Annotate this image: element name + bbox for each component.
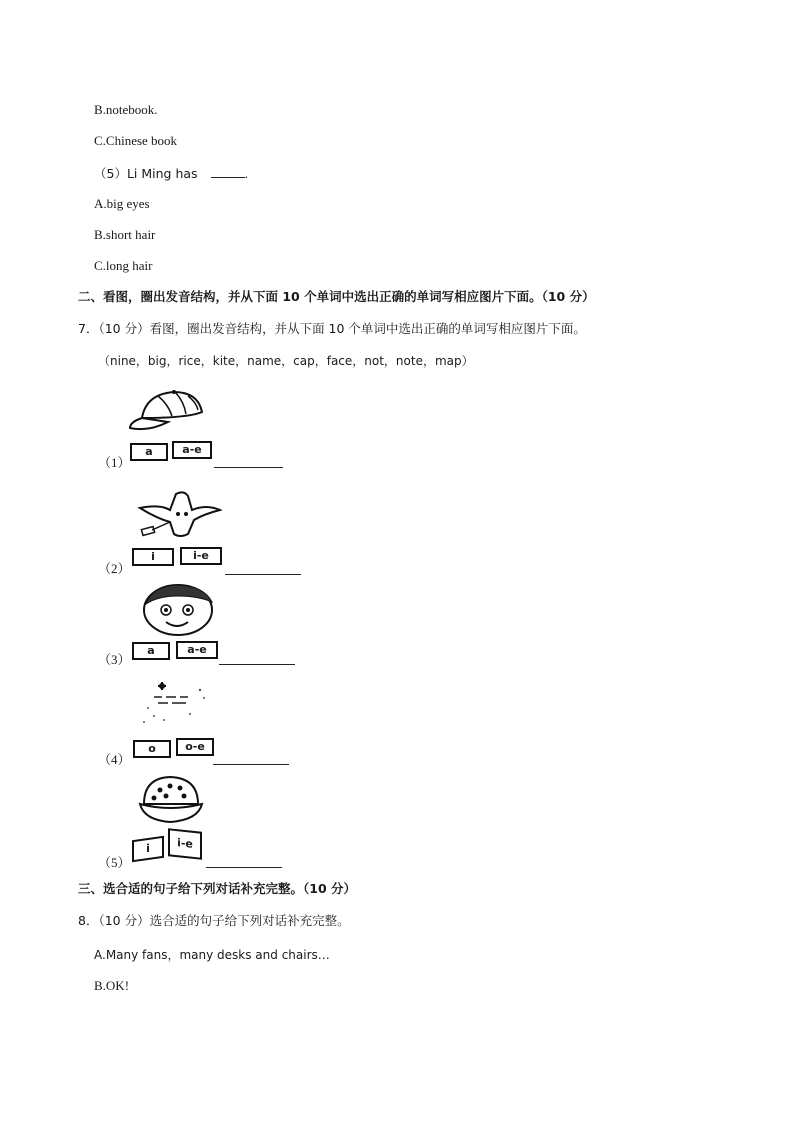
question-6-5: [94, 165, 248, 182]
item-4-answer-line[interactable]: [213, 763, 289, 765]
option-b-notebook: B.notebook.: [94, 102, 158, 117]
kite-icon: [130, 488, 222, 542]
question-6-5-blank[interactable]: [211, 165, 245, 178]
section-2-heading: 二、看图，圈出发音结构，并从下面 10 个单词中选出正确的单词写相应图片下面。（10 分）: [78, 289, 595, 304]
option-c-chinese-book: C.Chinese book: [94, 133, 178, 148]
section-3-heading: 三、选合适的句子给下列对话补充完整。（10 分）: [78, 881, 356, 896]
question-7: 7．（10 分）看图，圈出发音结构，并从下面 10 个单词中选出正确的单词写相应图片下面。: [78, 321, 586, 336]
item-5-short-box[interactable]: i: [132, 836, 164, 862]
option-b-ok: B.OK!: [94, 978, 130, 993]
item-3-number: （3）: [98, 652, 131, 667]
option-a-many-fans: A.Many fans，many desks and chairs…: [94, 948, 330, 962]
question-6-5-suffix: .: [244, 166, 249, 181]
item-5-long-box[interactable]: i-e: [168, 828, 202, 860]
item-3-short-box[interactable]: a: [132, 642, 170, 660]
item-4-short-box[interactable]: o: [133, 740, 171, 758]
item-4-number: （4）: [98, 752, 131, 767]
item-1-number: （1）: [98, 455, 131, 470]
question-6-5-prefix: （5）Li Ming has: [94, 166, 198, 181]
question-8: 8．（10 分）选合适的句子给下列对话补充完整。: [78, 913, 350, 928]
option-c-long-hair: C.long hair: [94, 258, 153, 273]
item-5-number: （5）: [98, 855, 131, 870]
item-2-long-box[interactable]: i-e: [180, 547, 222, 565]
word-list: （nine，big，rice，kite，name，cap，face，not，note，map）: [98, 354, 474, 368]
item-2-answer-line[interactable]: [225, 573, 301, 575]
item-3-answer-line[interactable]: [219, 663, 295, 665]
item-1-answer-line[interactable]: [214, 466, 283, 468]
item-1-short-box[interactable]: a: [130, 443, 168, 461]
cap-icon: [128, 388, 214, 436]
item-1-long-box[interactable]: a-e: [172, 441, 212, 459]
face-icon: [138, 582, 220, 638]
item-2-short-box[interactable]: i: [132, 548, 174, 566]
item-3-long-box[interactable]: a-e: [176, 641, 218, 659]
option-b-short-hair: B.short hair: [94, 227, 156, 242]
rice-icon: [138, 774, 204, 828]
item-2-number: （2）: [98, 561, 131, 576]
item-5-answer-line[interactable]: [206, 866, 282, 868]
option-a-big-eyes: A.big eyes: [94, 196, 150, 211]
item-4-long-box[interactable]: o-e: [176, 738, 214, 756]
note-icon: [140, 678, 212, 734]
